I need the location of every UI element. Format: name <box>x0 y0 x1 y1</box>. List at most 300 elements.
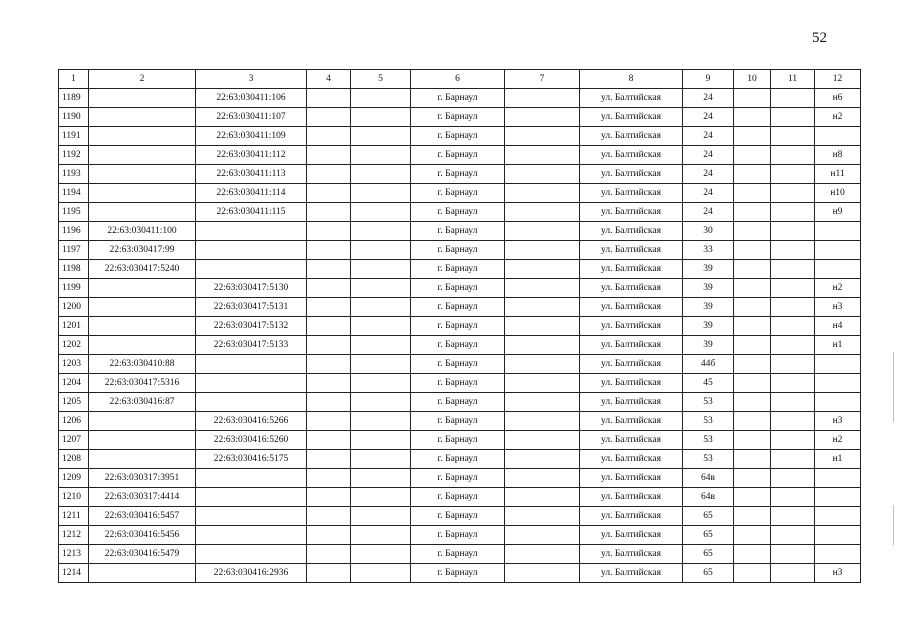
table-cell-col-6: г. Барнаул <box>411 526 505 545</box>
table-cell-col-2: 22:63:030416:5456 <box>89 526 196 545</box>
table-cell-col-6: г. Барнаул <box>411 507 505 526</box>
table-row <box>59 564 861 583</box>
table-cell-col-1: 1197 <box>59 241 89 260</box>
table-cell-col-7 <box>505 564 580 583</box>
scan-edge-mark <box>893 352 894 422</box>
table-cell-col-8: ул. Балтийская <box>580 488 683 507</box>
table-cell-col-11 <box>771 260 815 279</box>
table-cell-col-6: г. Барнаул <box>411 279 505 298</box>
table-cell-col-4 <box>307 127 351 146</box>
table-cell-col-10 <box>734 545 771 564</box>
table-cell-col-8: ул. Балтийская <box>580 146 683 165</box>
table-cell-col-8: ул. Балтийская <box>580 127 683 146</box>
table-cell-col-1: 1210 <box>59 488 89 507</box>
table-cell-col-1: 1198 <box>59 260 89 279</box>
table-cell-col-5 <box>351 298 411 317</box>
table-cell-col-4 <box>307 526 351 545</box>
table-cell-col-4 <box>307 450 351 469</box>
column-header-4: 4 <box>307 70 351 89</box>
table-cell-col-7 <box>505 355 580 374</box>
table-cell-col-1: 1193 <box>59 165 89 184</box>
table-cell-col-6: г. Барнаул <box>411 203 505 222</box>
table-cell-col-3: 22:63:030417:5130 <box>196 279 307 298</box>
table-cell-col-4 <box>307 241 351 260</box>
table-cell-col-8: ул. Балтийская <box>580 526 683 545</box>
table-cell-col-9: 39 <box>683 317 734 336</box>
table-cell-col-8: ул. Балтийская <box>580 336 683 355</box>
column-header-3: 3 <box>196 70 307 89</box>
table-cell-col-4 <box>307 184 351 203</box>
table-cell-col-1: 1190 <box>59 108 89 127</box>
table-cell-col-3: 22:63:030416:5260 <box>196 431 307 450</box>
table-cell-col-3 <box>196 393 307 412</box>
table-cell-col-8: ул. Балтийская <box>580 279 683 298</box>
table-cell-col-12: н1 <box>815 336 861 355</box>
table-cell-col-10 <box>734 146 771 165</box>
table-cell-col-12: н9 <box>815 203 861 222</box>
table-cell-col-5 <box>351 393 411 412</box>
table-cell-col-9: 65 <box>683 564 734 583</box>
table-cell-col-10 <box>734 279 771 298</box>
column-header-8: 8 <box>580 70 683 89</box>
table-cell-col-7 <box>505 127 580 146</box>
table-cell-col-8: ул. Балтийская <box>580 89 683 108</box>
table-cell-col-9: 24 <box>683 127 734 146</box>
table-cell-col-4 <box>307 165 351 184</box>
table-cell-col-3: 22:63:030411:109 <box>196 127 307 146</box>
table-cell-col-12 <box>815 526 861 545</box>
table-cell-col-11 <box>771 564 815 583</box>
table-cell-col-5 <box>351 89 411 108</box>
table-cell-col-6: г. Барнаул <box>411 146 505 165</box>
table-cell-col-5 <box>351 526 411 545</box>
table-cell-col-5 <box>351 317 411 336</box>
table-cell-col-11 <box>771 469 815 488</box>
table-cell-col-3: 22:63:030411:107 <box>196 108 307 127</box>
table-row <box>59 127 861 146</box>
table-cell-col-3 <box>196 260 307 279</box>
table-cell-col-5 <box>351 488 411 507</box>
table-cell-col-11 <box>771 317 815 336</box>
table-cell-col-11 <box>771 355 815 374</box>
table-row <box>59 507 861 526</box>
table-cell-col-9: 65 <box>683 507 734 526</box>
table-cell-col-2: 22:63:030416:5479 <box>89 545 196 564</box>
table-cell-col-3: 22:63:030417:5133 <box>196 336 307 355</box>
table-cell-col-12 <box>815 241 861 260</box>
table-cell-col-11 <box>771 431 815 450</box>
table-cell-col-6: г. Барнаул <box>411 488 505 507</box>
table-cell-col-11 <box>771 374 815 393</box>
table-cell-col-3 <box>196 488 307 507</box>
table-cell-col-12: н10 <box>815 184 861 203</box>
table-cell-col-4 <box>307 507 351 526</box>
table-cell-col-2: 22:63:030416:5457 <box>89 507 196 526</box>
table-cell-col-2: 22:63:030317:4414 <box>89 488 196 507</box>
column-header-11: 11 <box>771 70 815 89</box>
table-cell-col-12 <box>815 507 861 526</box>
table-cell-col-2 <box>89 450 196 469</box>
page-number: 52 <box>812 30 827 46</box>
table-cell-col-1: 1192 <box>59 146 89 165</box>
table-row <box>59 298 861 317</box>
table-cell-col-12 <box>815 355 861 374</box>
column-header-2: 2 <box>89 70 196 89</box>
table-cell-col-2 <box>89 298 196 317</box>
table-cell-col-9: 24 <box>683 165 734 184</box>
table-row <box>59 89 861 108</box>
table-cell-col-2: 22:63:030417:99 <box>89 241 196 260</box>
table-row <box>59 165 861 184</box>
table-cell-col-10 <box>734 507 771 526</box>
scan-edge-mark <box>893 505 894 545</box>
table-cell-col-2 <box>89 317 196 336</box>
table-cell-col-11 <box>771 165 815 184</box>
table-cell-col-5 <box>351 412 411 431</box>
table-cell-col-1: 1207 <box>59 431 89 450</box>
table-cell-col-9: 64в <box>683 488 734 507</box>
table-cell-col-7 <box>505 431 580 450</box>
table-cell-col-6: г. Барнаул <box>411 165 505 184</box>
table-cell-col-11 <box>771 298 815 317</box>
table-cell-col-5 <box>351 260 411 279</box>
table-cell-col-7 <box>505 336 580 355</box>
table-row <box>59 355 861 374</box>
table-row <box>59 317 861 336</box>
table-cell-col-3: 22:63:030411:113 <box>196 165 307 184</box>
table-cell-col-6: г. Барнаул <box>411 184 505 203</box>
column-header-5: 5 <box>351 70 411 89</box>
table-row <box>59 374 861 393</box>
table-cell-col-2 <box>89 564 196 583</box>
table-cell-col-7 <box>505 488 580 507</box>
table-cell-col-1: 1191 <box>59 127 89 146</box>
header-row <box>59 70 861 89</box>
table-cell-col-4 <box>307 355 351 374</box>
table-cell-col-2 <box>89 412 196 431</box>
table-cell-col-3: 22:63:030416:5175 <box>196 450 307 469</box>
table-cell-col-10 <box>734 298 771 317</box>
table-cell-col-7 <box>505 317 580 336</box>
table-cell-col-4 <box>307 412 351 431</box>
registry-table <box>58 69 861 583</box>
table-cell-col-11 <box>771 507 815 526</box>
table-cell-col-12: н8 <box>815 146 861 165</box>
table-cell-col-10 <box>734 374 771 393</box>
column-header-12: 12 <box>815 70 861 89</box>
column-header-9: 9 <box>683 70 734 89</box>
table-cell-col-8: ул. Балтийская <box>580 374 683 393</box>
table-cell-col-3: 22:63:030411:114 <box>196 184 307 203</box>
table-cell-col-3 <box>196 507 307 526</box>
table-cell-col-5 <box>351 469 411 488</box>
table-cell-col-12 <box>815 127 861 146</box>
table-cell-col-1: 1189 <box>59 89 89 108</box>
table-cell-col-6: г. Барнаул <box>411 336 505 355</box>
table-cell-col-7 <box>505 203 580 222</box>
table-cell-col-3: 22:63:030417:5132 <box>196 317 307 336</box>
table-cell-col-11 <box>771 336 815 355</box>
table-cell-col-2 <box>89 431 196 450</box>
table-cell-col-4 <box>307 89 351 108</box>
table-cell-col-4 <box>307 203 351 222</box>
table-cell-col-8: ул. Балтийская <box>580 260 683 279</box>
table-cell-col-2: 22:63:030416:87 <box>89 393 196 412</box>
table-cell-col-7 <box>505 450 580 469</box>
table-cell-col-11 <box>771 488 815 507</box>
table-cell-col-5 <box>351 222 411 241</box>
table-cell-col-12: н3 <box>815 564 861 583</box>
table-cell-col-8: ул. Балтийская <box>580 545 683 564</box>
table-row <box>59 108 861 127</box>
table-cell-col-4 <box>307 336 351 355</box>
table-cell-col-9: 24 <box>683 184 734 203</box>
table-cell-col-6: г. Барнаул <box>411 241 505 260</box>
table-cell-col-7 <box>505 279 580 298</box>
table-cell-col-7 <box>505 222 580 241</box>
table-cell-col-11 <box>771 222 815 241</box>
table-cell-col-9: 24 <box>683 108 734 127</box>
table-cell-col-9: 33 <box>683 241 734 260</box>
table-cell-col-5 <box>351 431 411 450</box>
table-cell-col-11 <box>771 412 815 431</box>
table-cell-col-5 <box>351 450 411 469</box>
table-cell-col-9: 53 <box>683 431 734 450</box>
table-body <box>59 89 861 583</box>
table-cell-col-5 <box>351 146 411 165</box>
table-cell-col-9: 53 <box>683 450 734 469</box>
table-cell-col-4 <box>307 146 351 165</box>
table-cell-col-7 <box>505 393 580 412</box>
table-cell-col-1: 1195 <box>59 203 89 222</box>
table-cell-col-6: г. Барнаул <box>411 127 505 146</box>
table-row <box>59 184 861 203</box>
table-cell-col-10 <box>734 241 771 260</box>
table-row <box>59 241 861 260</box>
table-cell-col-5 <box>351 241 411 260</box>
table-cell-col-1: 1196 <box>59 222 89 241</box>
column-header-6: 6 <box>411 70 505 89</box>
table-cell-col-7 <box>505 260 580 279</box>
table-cell-col-12: н2 <box>815 431 861 450</box>
table-cell-col-9: 53 <box>683 393 734 412</box>
table-cell-col-6: г. Барнаул <box>411 412 505 431</box>
table-cell-col-7 <box>505 89 580 108</box>
table-row <box>59 545 861 564</box>
table-cell-col-9: 24 <box>683 146 734 165</box>
table-cell-col-10 <box>734 488 771 507</box>
table-cell-col-2: 22:63:030417:5316 <box>89 374 196 393</box>
column-header-10: 10 <box>734 70 771 89</box>
table-cell-col-5 <box>351 336 411 355</box>
table-cell-col-9: 53 <box>683 412 734 431</box>
table-cell-col-9: 45 <box>683 374 734 393</box>
table-cell-col-2: 22:63:030417:5240 <box>89 260 196 279</box>
table-cell-col-4 <box>307 279 351 298</box>
table-cell-col-10 <box>734 450 771 469</box>
table-cell-col-10 <box>734 108 771 127</box>
table-cell-col-12 <box>815 488 861 507</box>
table-cell-col-6: г. Барнаул <box>411 89 505 108</box>
table-cell-col-5 <box>351 203 411 222</box>
table-cell-col-10 <box>734 222 771 241</box>
table-cell-col-8: ул. Балтийская <box>580 241 683 260</box>
table-cell-col-2 <box>89 184 196 203</box>
table-cell-col-1: 1203 <box>59 355 89 374</box>
table-row <box>59 279 861 298</box>
table-cell-col-6: г. Барнаул <box>411 564 505 583</box>
table-cell-col-2 <box>89 165 196 184</box>
table-cell-col-2 <box>89 127 196 146</box>
table-cell-col-1: 1211 <box>59 507 89 526</box>
table-cell-col-2: 22:63:030317:3951 <box>89 469 196 488</box>
table-row <box>59 469 861 488</box>
table-cell-col-4 <box>307 298 351 317</box>
table-cell-col-11 <box>771 545 815 564</box>
column-header-7: 7 <box>505 70 580 89</box>
table-cell-col-11 <box>771 450 815 469</box>
table-cell-col-12: н1 <box>815 450 861 469</box>
table-cell-col-2 <box>89 203 196 222</box>
table-cell-col-8: ул. Балтийская <box>580 298 683 317</box>
table-cell-col-3: 22:63:030416:5266 <box>196 412 307 431</box>
table-cell-col-4 <box>307 317 351 336</box>
table-cell-col-10 <box>734 184 771 203</box>
table-cell-col-6: г. Барнаул <box>411 317 505 336</box>
table-cell-col-10 <box>734 564 771 583</box>
table-row <box>59 336 861 355</box>
table-cell-col-6: г. Барнаул <box>411 374 505 393</box>
table-cell-col-2 <box>89 279 196 298</box>
table-cell-col-4 <box>307 469 351 488</box>
table-cell-col-5 <box>351 165 411 184</box>
table-cell-col-7 <box>505 241 580 260</box>
table-cell-col-3: 22:63:030411:112 <box>196 146 307 165</box>
table-cell-col-6: г. Барнаул <box>411 393 505 412</box>
table-cell-col-1: 1205 <box>59 393 89 412</box>
table-cell-col-4 <box>307 374 351 393</box>
table-cell-col-4 <box>307 564 351 583</box>
table-cell-col-7 <box>505 526 580 545</box>
table-cell-col-4 <box>307 222 351 241</box>
table-cell-col-10 <box>734 469 771 488</box>
table-cell-col-10 <box>734 355 771 374</box>
table-cell-col-1: 1200 <box>59 298 89 317</box>
table-cell-col-1: 1199 <box>59 279 89 298</box>
table-cell-col-3 <box>196 545 307 564</box>
table-cell-col-9: 64в <box>683 469 734 488</box>
table-cell-col-10 <box>734 260 771 279</box>
table-cell-col-11 <box>771 184 815 203</box>
table-cell-col-11 <box>771 108 815 127</box>
table-cell-col-1: 1206 <box>59 412 89 431</box>
table-cell-col-8: ул. Балтийская <box>580 165 683 184</box>
table-row <box>59 146 861 165</box>
table-cell-col-1: 1202 <box>59 336 89 355</box>
table-cell-col-11 <box>771 393 815 412</box>
table-cell-col-8: ул. Балтийская <box>580 203 683 222</box>
table-cell-col-7 <box>505 165 580 184</box>
table-cell-col-3 <box>196 469 307 488</box>
table-cell-col-12: н3 <box>815 412 861 431</box>
table-cell-col-1: 1212 <box>59 526 89 545</box>
table-cell-col-5 <box>351 545 411 564</box>
table-cell-col-1: 1208 <box>59 450 89 469</box>
table-cell-col-4 <box>307 393 351 412</box>
table-cell-col-1: 1201 <box>59 317 89 336</box>
table-cell-col-8: ул. Балтийская <box>580 469 683 488</box>
table-cell-col-3 <box>196 241 307 260</box>
table-cell-col-9: 39 <box>683 298 734 317</box>
table-cell-col-3: 22:63:030417:5131 <box>196 298 307 317</box>
table-cell-col-10 <box>734 431 771 450</box>
table-cell-col-12: н4 <box>815 317 861 336</box>
table-cell-col-6: г. Барнаул <box>411 431 505 450</box>
table-cell-col-8: ул. Балтийская <box>580 355 683 374</box>
table-cell-col-7 <box>505 469 580 488</box>
table-cell-col-7 <box>505 108 580 127</box>
table-cell-col-12: н3 <box>815 298 861 317</box>
table-cell-col-12 <box>815 393 861 412</box>
table-cell-col-4 <box>307 545 351 564</box>
table-cell-col-3 <box>196 374 307 393</box>
table-cell-col-5 <box>351 355 411 374</box>
table-cell-col-11 <box>771 526 815 545</box>
table-row <box>59 526 861 545</box>
table-cell-col-10 <box>734 165 771 184</box>
table-row <box>59 393 861 412</box>
table-cell-col-6: г. Барнаул <box>411 260 505 279</box>
table-cell-col-4 <box>307 260 351 279</box>
table-cell-col-5 <box>351 127 411 146</box>
table-row <box>59 488 861 507</box>
table-cell-col-12: н11 <box>815 165 861 184</box>
table-cell-col-12 <box>815 374 861 393</box>
table-cell-col-9: 39 <box>683 336 734 355</box>
table-cell-col-8: ул. Балтийская <box>580 431 683 450</box>
table-cell-col-4 <box>307 431 351 450</box>
table-cell-col-5 <box>351 279 411 298</box>
table-cell-col-10 <box>734 127 771 146</box>
table-cell-col-11 <box>771 241 815 260</box>
table-cell-col-9: 24 <box>683 89 734 108</box>
table-cell-col-12 <box>815 222 861 241</box>
table-cell-col-7 <box>505 545 580 564</box>
table-row <box>59 431 861 450</box>
column-header-1: 1 <box>59 70 89 89</box>
table-cell-col-3: 22:63:030416:2936 <box>196 564 307 583</box>
table-cell-col-1: 1194 <box>59 184 89 203</box>
table-cell-col-10 <box>734 203 771 222</box>
table-cell-col-2 <box>89 108 196 127</box>
table-cell-col-10 <box>734 336 771 355</box>
table-cell-col-8: ул. Балтийская <box>580 507 683 526</box>
table-row <box>59 203 861 222</box>
table-cell-col-7 <box>505 184 580 203</box>
table-cell-col-6: г. Барнаул <box>411 450 505 469</box>
table-row <box>59 412 861 431</box>
table-cell-col-6: г. Барнаул <box>411 545 505 564</box>
table-cell-col-2 <box>89 336 196 355</box>
table-cell-col-12: н2 <box>815 108 861 127</box>
table-cell-col-7 <box>505 298 580 317</box>
table-cell-col-1: 1213 <box>59 545 89 564</box>
table-cell-col-4 <box>307 488 351 507</box>
table-cell-col-11 <box>771 146 815 165</box>
table-cell-col-10 <box>734 393 771 412</box>
table-cell-col-5 <box>351 374 411 393</box>
table-cell-col-3 <box>196 355 307 374</box>
